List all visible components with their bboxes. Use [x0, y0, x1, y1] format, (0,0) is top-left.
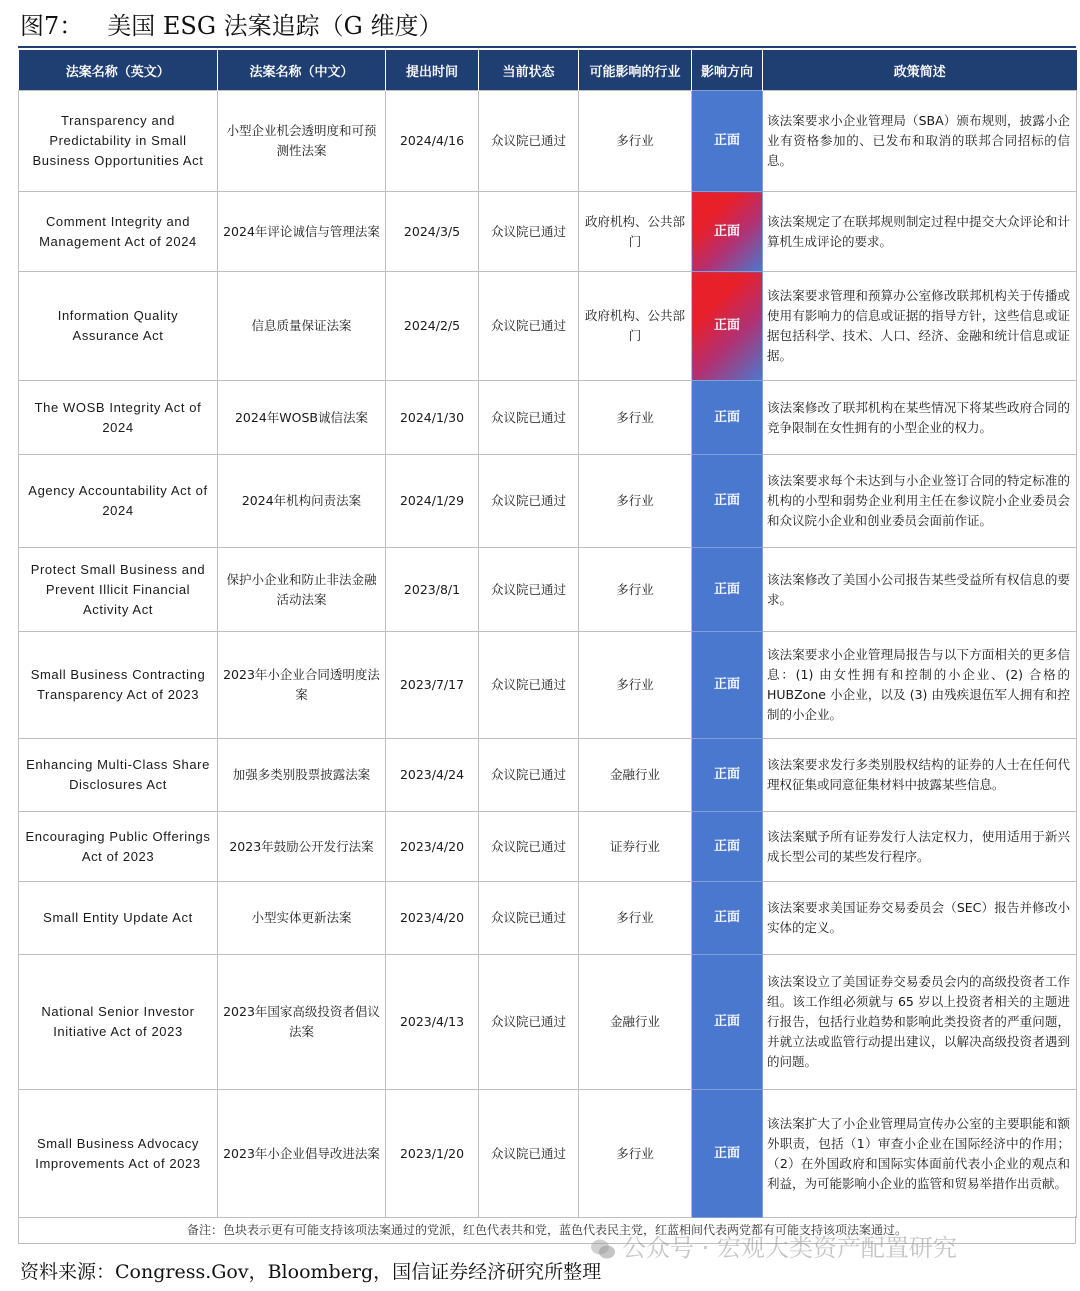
table-note: 备注：色块表示更有可能支持该项法案通过的党派，红色代表共和党，蓝色代表民主党，红蓝相间代表两党都有可能支持该项法案通过。	[18, 1216, 1076, 1244]
bill-cn-name: 2023年小企业倡导改进法案	[218, 1090, 386, 1218]
bill-summary: 该法案要求发行多类别股权结构的证券的人士在任何代理权征集或同意征集材料中披露某些信息。	[763, 739, 1077, 812]
header-status: 当前状态	[479, 50, 579, 91]
bill-cn-name: 2023年鼓励公开发行法案	[218, 812, 386, 882]
bill-industry: 多行业	[579, 548, 692, 632]
bill-status: 众议院已通过	[479, 91, 579, 192]
bill-date: 2023/4/24	[386, 739, 479, 812]
header-direction: 影响方向	[692, 50, 763, 91]
bill-summary: 该法案要求每个未达到与小企业签订合同的特定标准的机构的小型和弱势企业利用主任在参议院小企业委员会和众议院小企业和创业委员会面前作证。	[763, 455, 1077, 548]
bill-date: 2024/2/5	[386, 272, 479, 381]
table-row	[19, 955, 1077, 1090]
bill-date: 2024/1/29	[386, 455, 479, 548]
bill-direction: 正面	[692, 272, 763, 381]
bill-en-name: Protect Small Business and Prevent Illicit Financial Activity Act	[19, 548, 218, 632]
header-industry: 可能影响的行业	[579, 50, 692, 91]
table-row	[19, 739, 1077, 812]
bill-direction: 正面	[692, 632, 763, 739]
figure-title-text: 美国 ESG 法案追踪（G 维度）	[107, 12, 443, 40]
bill-date: 2024/3/5	[386, 192, 479, 272]
table-row	[19, 1090, 1077, 1218]
bill-industry: 金融行业	[579, 739, 692, 812]
bill-table	[18, 50, 1077, 1218]
bill-cn-name: 2024年机构问责法案	[218, 455, 386, 548]
bill-status: 众议院已通过	[479, 882, 579, 955]
table-row	[19, 882, 1077, 955]
bill-summary: 该法案要求管理和预算办公室修改联邦机构关于传播或使用有影响力的信息或证据的指导方针，这些信息或证据包括科学、技术、人口、经济、金融和统计信息或证据。	[763, 272, 1077, 381]
bill-summary: 该法案设立了美国证券交易委员会内的高级投资者工作组。该工作组必须就与 65 岁以上投资者相关的主题进行报告，包括行业趋势和影响此类投资者的严重问题，并就立法或监管行动提出建议，以解决高级投资者遇到的问题。	[763, 955, 1077, 1090]
bill-direction: 正面	[692, 381, 763, 455]
bill-date: 2024/1/30	[386, 381, 479, 455]
bill-en-name: Enhancing Multi-Class Share Disclosures Act	[19, 739, 218, 812]
bill-cn-name: 2024年WOSB诚信法案	[218, 381, 386, 455]
bill-en-name: Transparency and Predictability in Small Business Opportunities Act	[19, 91, 218, 192]
bill-status: 众议院已通过	[479, 272, 579, 381]
bill-direction: 正面	[692, 455, 763, 548]
table-header-row	[19, 50, 1077, 91]
bill-industry: 金融行业	[579, 955, 692, 1090]
watermark	[590, 1230, 957, 1266]
bill-en-name: Small Entity Update Act	[19, 882, 218, 955]
bill-summary: 该法案赋予所有证券发行人法定权力，使用适用于新兴成长型公司的某些发行程序。	[763, 812, 1077, 882]
header-cn-name: 法案名称（中文）	[218, 50, 386, 91]
bill-en-name: Agency Accountability Act of 2024	[19, 455, 218, 548]
bill-cn-name: 2024年评论诚信与管理法案	[218, 192, 386, 272]
bill-cn-name: 信息质量保证法案	[218, 272, 386, 381]
bill-status: 众议院已通过	[479, 1090, 579, 1218]
wechat-icon	[590, 1238, 616, 1260]
bill-summary: 该法案修改了美国小公司报告某些受益所有权信息的要求。	[763, 548, 1077, 632]
bill-status: 众议院已通过	[479, 192, 579, 272]
table-row	[19, 548, 1077, 632]
bill-date: 2024/4/16	[386, 91, 479, 192]
title-rule	[18, 46, 1076, 48]
bill-direction: 正面	[692, 882, 763, 955]
table-row	[19, 272, 1077, 381]
bill-direction: 正面	[692, 955, 763, 1090]
bill-industry: 政府机构、公共部门	[579, 192, 692, 272]
bill-date: 2023/4/20	[386, 882, 479, 955]
bill-date: 2023/8/1	[386, 548, 479, 632]
bill-date: 2023/1/20	[386, 1090, 479, 1218]
bill-cn-name: 小型企业机会透明度和可预测性法案	[218, 91, 386, 192]
bill-en-name: National Senior Investor Initiative Act of 2023	[19, 955, 218, 1090]
figure-number: 图7：	[20, 12, 84, 40]
table-row	[19, 381, 1077, 455]
figure-title	[20, 8, 442, 44]
bill-cn-name: 2023年小企业合同透明度法案	[218, 632, 386, 739]
bill-direction: 正面	[692, 1090, 763, 1218]
table-row	[19, 632, 1077, 739]
bill-date: 2023/7/17	[386, 632, 479, 739]
header-date: 提出时间	[386, 50, 479, 91]
bill-summary: 该法案扩大了小企业管理局宣传办公室的主要职能和额外职责，包括（1）审查小企业在国际经济中的作用；（2）在外国政府和国际实体面前代表小企业的观点和利益，为可能影响小企业的监管和贸易举措作出贡献。	[763, 1090, 1077, 1218]
bill-status: 众议院已通过	[479, 812, 579, 882]
bill-direction: 正面	[692, 548, 763, 632]
bill-status: 众议院已通过	[479, 455, 579, 548]
bill-direction: 正面	[692, 812, 763, 882]
bill-industry: 政府机构、公共部门	[579, 272, 692, 381]
bill-cn-name: 小型实体更新法案	[218, 882, 386, 955]
bill-en-name: The WOSB Integrity Act of 2024	[19, 381, 218, 455]
bill-date: 2023/4/13	[386, 955, 479, 1090]
source-line: 资料来源：Congress.Gov，Bloomberg，国信证券经济研究所整理	[20, 1261, 602, 1283]
bill-summary: 该法案修改了联邦机构在某些情况下将某些政府合同的竞争限制在女性拥有的小型企业的权力。	[763, 381, 1077, 455]
bill-summary: 该法案要求小企业管理局（SBA）颁布规则，披露小企业有资格参加的、已发布和取消的联邦合同招标的信息。	[763, 91, 1077, 192]
bill-industry: 证券行业	[579, 812, 692, 882]
bill-status: 众议院已通过	[479, 955, 579, 1090]
bill-date: 2023/4/20	[386, 812, 479, 882]
bill-industry: 多行业	[579, 1090, 692, 1218]
table-row	[19, 812, 1077, 882]
bill-en-name: Information Quality Assurance Act	[19, 272, 218, 381]
bill-industry: 多行业	[579, 455, 692, 548]
bill-status: 众议院已通过	[479, 632, 579, 739]
bill-en-name: Encouraging Public Offerings Act of 2023	[19, 812, 218, 882]
bill-status: 众议院已通过	[479, 381, 579, 455]
bill-direction: 正面	[692, 739, 763, 812]
bill-en-name: Small Business Contracting Transparency Act of 2023	[19, 632, 218, 739]
watermark-text: 公众号 · 宏观大类资产配置研究	[622, 1234, 957, 1262]
bill-cn-name: 加强多类别股票披露法案	[218, 739, 386, 812]
header-en-name: 法案名称（英文）	[19, 50, 218, 91]
bill-cn-name: 保护小企业和防止非法金融活动法案	[218, 548, 386, 632]
bill-en-name: Comment Integrity and Management Act of 2024	[19, 192, 218, 272]
table-row	[19, 192, 1077, 272]
bill-industry: 多行业	[579, 882, 692, 955]
bill-summary: 该法案规定了在联邦规则制定过程中提交大众评论和计算机生成评论的要求。	[763, 192, 1077, 272]
bill-direction: 正面	[692, 91, 763, 192]
bill-cn-name: 2023年国家高级投资者倡议法案	[218, 955, 386, 1090]
bill-industry: 多行业	[579, 91, 692, 192]
bill-status: 众议院已通过	[479, 548, 579, 632]
bill-status: 众议院已通过	[479, 739, 579, 812]
header-summary: 政策简述	[763, 50, 1077, 91]
bill-summary: 该法案要求小企业管理局报告与以下方面相关的更多信息：(1) 由女性拥有和控制的小企业、(2) 合格的 HUBZone 小企业，以及 (3) 由残疾退伍军人拥有和控制的小企业。	[763, 632, 1077, 739]
bill-direction: 正面	[692, 192, 763, 272]
bill-industry: 多行业	[579, 632, 692, 739]
table-row	[19, 91, 1077, 192]
bill-summary: 该法案要求美国证券交易委员会（SEC）报告并修改小实体的定义。	[763, 882, 1077, 955]
table-row	[19, 455, 1077, 548]
bill-industry: 多行业	[579, 381, 692, 455]
bill-en-name: Small Business Advocacy Improvements Act of 2023	[19, 1090, 218, 1218]
